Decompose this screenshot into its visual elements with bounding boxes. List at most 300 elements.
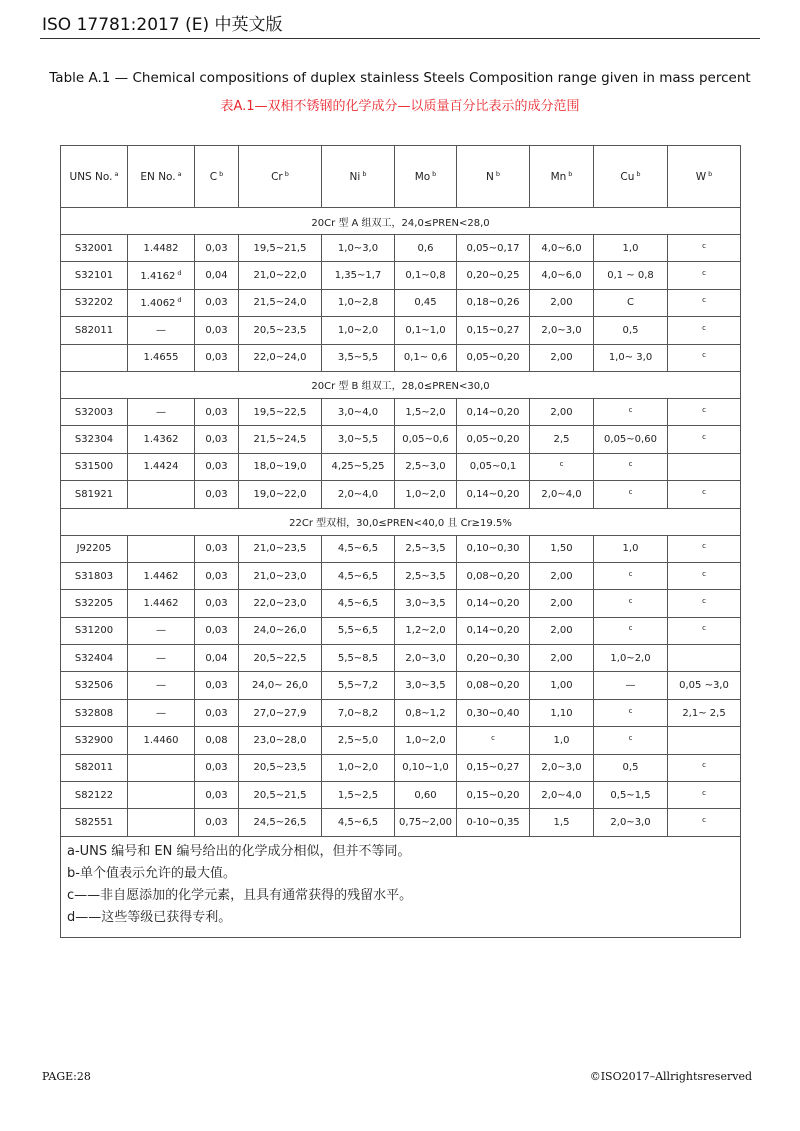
cell-value: 0,03 [205,707,228,719]
cell-w [668,699,741,726]
column-header-footnote-marker: a [114,170,119,178]
table-row [61,317,741,344]
cell-n [457,645,530,672]
cell-cu [594,617,668,644]
cell-value: S31803 [74,570,114,582]
table-row [61,754,741,781]
cell-w [668,481,741,508]
cell-value: 21,5~24,0 [253,297,307,309]
table-row [61,398,741,425]
cell-w [668,453,741,480]
cell-value: c [702,816,706,825]
cell-en [128,289,195,316]
cell-cr [239,562,322,589]
cell-w [668,344,741,371]
cell-en [128,617,195,644]
cell-ni [322,344,395,371]
cell-n [457,235,530,262]
cell-value: 0,6 [417,242,434,254]
cell-value: 24,0~26,0 [253,625,307,637]
cell-value: c [702,596,706,605]
cell-value: S82011 [74,324,114,336]
notes-row [61,836,741,937]
cell-value: 0,10~1,0 [402,762,449,774]
cell-value: 3,5~5,5 [337,352,379,364]
cell-ni [322,562,395,589]
cell-value: S32304 [74,434,114,446]
cell-value: S32003 [74,406,114,418]
cell-value: 0,15~0,27 [466,324,520,336]
cell-cu [594,481,668,508]
cell-n [457,453,530,480]
cell-value: 1,0 [622,242,639,254]
cell-c [195,562,239,589]
cell-value: — [156,707,166,719]
table-row [61,535,741,562]
cell-value: 0,03 [205,543,228,555]
cell-mn [530,672,594,699]
cell-mn [530,809,594,836]
cell-uns [61,782,128,809]
cell-uns [61,262,128,289]
cell-value: c [628,460,633,469]
cell-value: 0,03 [205,597,228,609]
cell-n [457,699,530,726]
cell-value: 2,0~4,0 [337,488,379,500]
cell-uns [61,289,128,316]
cell-uns [61,562,128,589]
cell-value: 2,00 [550,570,573,582]
cell-value: 0,05~0,60 [604,434,657,446]
cell-value: C [627,297,634,309]
cell-c [195,590,239,617]
cell-ni [322,782,395,809]
cell-uns [61,535,128,562]
cell-cu [594,754,668,781]
cell-value: 0,03 [205,434,228,446]
cell-value: c [628,706,633,715]
column-header-label: N [486,171,494,183]
cell-value: 19,5~21,5 [253,242,307,254]
column-header [239,146,322,208]
cell-mn [530,426,594,453]
cell-value: 5,5~8,5 [337,652,379,664]
cell-value: 2,0~3,0 [610,817,651,829]
column-header-footnote-marker: a [177,170,182,178]
cell-mo [395,809,457,836]
cell-value: 2,5~3,0 [405,461,446,473]
cell-value: 23,0~28,0 [253,734,307,746]
cell-value: 27,0~27,9 [253,707,307,719]
cell-n [457,617,530,644]
cell-value: 0,14~0,20 [466,488,520,500]
cell-c [195,699,239,726]
table-row [61,235,741,262]
column-header-label: Cu [620,171,635,183]
cell-value: S31200 [74,625,114,637]
cell-value: 2,1~ 2,5 [682,707,726,719]
column-header-footnote-marker: b [219,170,224,178]
cell-ni [322,699,395,726]
column-header [530,146,594,208]
table-row [61,344,741,371]
cell-value: 0,08~0,20 [466,570,520,582]
cell-cr [239,289,322,316]
cell-value: 3,0~3,5 [405,680,446,692]
cell-value: c [628,569,633,578]
cell-mn [530,782,594,809]
cell-value: 1.4462 [143,597,179,609]
cell-value: 24,5~26,5 [253,817,307,829]
cell-w [668,398,741,425]
cell-value: 2,00 [550,597,573,609]
cell-c [195,481,239,508]
cell-en [128,672,195,699]
cell-value: 1,5 [553,817,570,829]
cell-value: 0,20~0,25 [466,270,520,282]
cell-mn [530,481,594,508]
cell-value: S32001 [74,242,114,254]
cell-value: 0,03 [205,297,228,309]
cell-value: c [702,788,706,797]
cell-uns [61,672,128,699]
cell-value: c [628,624,633,633]
cell-value: 0,03 [205,680,228,692]
cell-value: 0,03 [205,817,228,829]
cell-value: 1,0~2,0 [337,324,379,336]
cell-ni [322,398,395,425]
cell-value: 4,5~6,5 [337,817,379,829]
footnote-marker: d [177,269,182,278]
cell-value: c [702,323,706,332]
cell-value: 0,1~ 0,6 [403,352,448,364]
cell-value: 0,03 [205,352,228,364]
cell-en [128,535,195,562]
column-header-footnote-marker: b [636,170,641,178]
cell-value: 22,0~24,0 [253,352,307,364]
cell-value: 1,5~2,5 [337,789,379,801]
cell-value: 2,0~3,0 [541,762,582,774]
cell-mo [395,782,457,809]
cell-uns [61,699,128,726]
cell-value: 0,05~0,1 [469,461,517,473]
cell-value: 22,0~23,0 [253,597,307,609]
cell-value: c [628,596,633,605]
cell-ni [322,453,395,480]
cell-mo [395,754,457,781]
cell-ni [322,645,395,672]
column-header-label: W [695,171,707,183]
cell-ni [322,535,395,562]
cell-n [457,809,530,836]
cell-value: 2,00 [550,406,573,418]
table-header-row [61,146,741,208]
cell-en [128,481,195,508]
footnote: d——这些等级已获得专利。 [67,909,232,925]
cell-value: 0,15~0,20 [466,789,520,801]
cell-en [128,590,195,617]
cell-ni [322,235,395,262]
cell-value: 0,03 [205,324,228,336]
cell-ni [322,617,395,644]
cell-value: 0,1~1,0 [405,324,446,336]
cell-value: 0,04 [205,270,228,282]
cell-value: 1.4482 [143,242,179,254]
column-header-footnote-marker: b [495,170,500,178]
header-divider [40,38,760,39]
cell-mo [395,453,457,480]
cell-value: 0,03 [205,625,228,637]
cell-value: 2,5~3,5 [405,543,446,555]
cell-value: 1,5~2,0 [405,406,446,418]
group-heading-row [61,371,741,398]
cell-mn [530,699,594,726]
cell-value: 0,30~0,40 [466,707,520,719]
cell-value: 3,0~5,5 [337,434,379,446]
cell-cr [239,782,322,809]
table-title-english: Table A.1 — Chemical compositions of duplex stainless Steels Composition range given in mass percent [49,70,751,86]
cell-value: c [702,296,706,305]
cell-cr [239,317,322,344]
cell-value: 1.4460 [143,734,179,746]
cell-value: 0,5 [622,762,639,774]
cell-value: S32808 [74,707,114,719]
cell-value: S32205 [74,597,114,609]
cell-mo [395,344,457,371]
cell-cr [239,426,322,453]
cell-cr [239,672,322,699]
cell-value: 2,00 [550,652,573,664]
cell-uns [61,317,128,344]
group-heading-row [61,208,741,235]
cell-mn [530,562,594,589]
cell-w [668,426,741,453]
cell-value: 19,0~22,0 [253,488,307,500]
cell-value: c [702,241,706,250]
cell-value: — [156,652,166,664]
cell-mn [530,727,594,754]
cell-cu [594,672,668,699]
cell-cu [594,453,668,480]
cell-mo [395,289,457,316]
column-header [195,146,239,208]
cell-value: 2,5~5,0 [337,734,379,746]
column-header [668,146,741,208]
cell-mn [530,262,594,289]
cell-value: c [628,405,633,414]
cell-mn [530,617,594,644]
cell-value: c [702,761,706,770]
cell-value: 0,04 [205,652,228,664]
cell-value: 2,00 [550,352,573,364]
cell-n [457,317,530,344]
cell-value: S82011 [74,762,114,774]
cell-w [668,235,741,262]
cell-mn [530,535,594,562]
cell-ni [322,754,395,781]
cell-value: 5,5~6,5 [337,625,379,637]
cell-value: — [156,680,166,692]
cell-value: 20,5~23,5 [253,762,307,774]
cell-value: 0,05 ~3,0 [679,680,729,692]
cell-mo [395,645,457,672]
cell-value: 4,5~6,5 [337,570,379,582]
cell-value: 4,5~6,5 [337,597,379,609]
cell-value: 0,45 [414,297,437,309]
cell-value: 0,20~0,30 [466,652,520,664]
column-header [457,146,530,208]
cell-mo [395,235,457,262]
cell-uns [61,727,128,754]
composition-table [60,145,741,938]
table-row [61,782,741,809]
cell-value: c [702,624,706,633]
cell-value: 0,18~0,26 [466,297,520,309]
cell-ni [322,262,395,289]
cell-value: 20,5~21,5 [253,789,307,801]
cell-value: 0,03 [205,488,228,500]
cell-value: S81921 [74,488,114,500]
column-header [594,146,668,208]
cell-value: 1,2~2,0 [405,625,446,637]
cell-value: S32506 [74,680,114,692]
cell-value: 4,0~6,0 [541,242,582,254]
cell-n [457,481,530,508]
cell-c [195,317,239,344]
cell-value: 0,03 [205,461,228,473]
cell-value: c [628,487,633,496]
cell-c [195,235,239,262]
cell-value: c [702,569,706,578]
cell-cr [239,590,322,617]
cell-value: 1,35~1,7 [334,270,382,282]
cell-value: 1,10 [550,707,573,719]
cell-value: 1,0~ 3,0 [608,352,653,364]
cell-value: 0,08~0,20 [466,680,520,692]
cell-value: 0,60 [414,789,437,801]
column-header [61,146,128,208]
cell-en [128,645,195,672]
cell-cu [594,426,668,453]
cell-c [195,645,239,672]
cell-n [457,289,530,316]
column-header-label: Mn [550,171,567,183]
cell-cr [239,481,322,508]
table-row [61,289,741,316]
cell-mo [395,535,457,562]
cell-mo [395,672,457,699]
cell-value: 1,0 [553,734,570,746]
cell-mo [395,590,457,617]
cell-uns [61,481,128,508]
cell-c [195,809,239,836]
cell-cu [594,699,668,726]
cell-mo [395,617,457,644]
cell-value: 19,5~22,5 [253,406,307,418]
cell-value: 0-10~0,35 [466,817,520,829]
cell-value: 0,75~2,00 [399,817,452,829]
cell-value: 0,14~0,20 [466,597,520,609]
cell-value: 0,03 [205,406,228,418]
cell-value: 2,5 [553,434,570,446]
cell-cr [239,453,322,480]
cell-c [195,289,239,316]
cell-mo [395,699,457,726]
cell-value: 2,0~3,0 [405,652,446,664]
cell-value: 1,0~2,8 [337,297,379,309]
cell-value: 1.4162 [140,271,176,283]
cell-value: 1.4062 [140,298,176,310]
cell-n [457,344,530,371]
column-header-label: C [209,171,218,183]
cell-mo [395,398,457,425]
cell-value: 1,0~2,0 [337,762,379,774]
cell-n [457,426,530,453]
cell-value: 1,0~3,0 [337,242,379,254]
cell-value: 0,03 [205,570,228,582]
cell-cr [239,727,322,754]
page-number: PAGE:28 [42,1070,91,1083]
cell-value: c [702,351,706,360]
cell-value: c [491,733,495,742]
table-row [61,590,741,617]
table-row [61,617,741,644]
cell-cr [239,398,322,425]
cell-uns [61,398,128,425]
cell-value: c [559,460,564,469]
cell-cr [239,235,322,262]
cell-value: 0,03 [205,762,228,774]
cell-value: 2,0~3,0 [541,324,582,336]
cell-value: c [628,733,633,742]
cell-mn [530,453,594,480]
table-row [61,645,741,672]
cell-value: J92205 [76,543,112,555]
cell-ni [322,481,395,508]
cell-en [128,699,195,726]
table-row [61,699,741,726]
cell-w [668,645,741,672]
cell-ni [322,727,395,754]
column-header-label: Ni [349,171,361,183]
cell-mo [395,426,457,453]
group-heading: 20Cr 型 B 组双工，28,0≤PREN<30,0 [61,371,741,398]
cell-value: c [702,405,706,414]
cell-cu [594,782,668,809]
cell-cu [594,727,668,754]
cell-c [195,727,239,754]
cell-value: 0,14~0,20 [466,625,520,637]
cell-value: c [702,487,706,496]
table-row [61,481,741,508]
cell-w [668,289,741,316]
group-heading: 20Cr 型 A 组双工，24,0≤PREN<28,0 [61,208,741,235]
cell-value: 2,0~4,0 [541,488,582,500]
column-header-footnote-marker: b [432,170,437,178]
cell-ni [322,809,395,836]
cell-w [668,590,741,617]
cell-value: 0,5 [622,324,639,336]
table-row [61,727,741,754]
cell-w [668,672,741,699]
cell-uns [61,754,128,781]
cell-en [128,453,195,480]
cell-uns [61,809,128,836]
cell-mn [530,645,594,672]
group-heading: 22Cr 型双相，30,0≤PREN<40,0 且 Cr≥19.5% [61,508,741,535]
table-row [61,262,741,289]
group-heading-row [61,508,741,535]
